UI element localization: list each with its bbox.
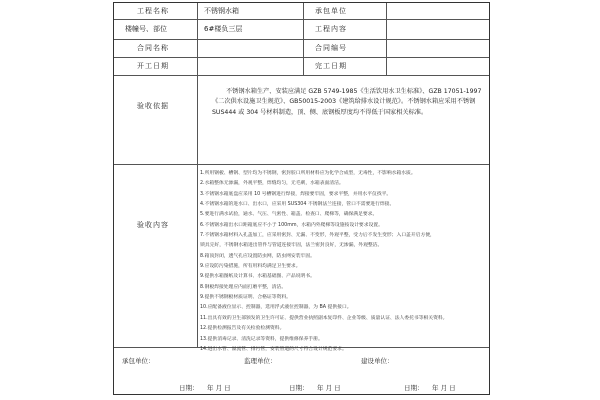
- acceptance-list: [200, 169, 485, 355]
- contractor-label: 承包单位: [315, 7, 347, 15]
- list-item: 9.应设防污染措施，所有用料均满足卫生要求。: [200, 264, 301, 270]
- contract-no-label: 合同编号: [315, 44, 347, 52]
- basis-label: 验收依据: [137, 102, 169, 110]
- list-item: 14.进出水管、溢流管、排污管，安装管道的尺寸符合设计规范要求。: [200, 346, 347, 352]
- building-label: 楼幢号、部位: [125, 25, 167, 33]
- supervisor-signature-label: 监理单位：: [244, 357, 277, 365]
- builder-date-label: 日期：: [404, 384, 424, 392]
- start-date-label: 开工日期: [137, 62, 169, 70]
- row-divider: [114, 75, 489, 76]
- list-item: 锁具完好，不锈钢水箱进出管件与管道连接牢固，法兰密封良好，无渗漏，外观整洁。: [200, 243, 383, 249]
- supervisor-date-label: 日期：: [289, 384, 309, 392]
- list-item: 1.所用钢板、槽钢、型片均为不锈钢，密封胶口所用材料应为化学合成型，无毒性，不影响水箱水质。: [200, 171, 416, 176]
- list-item: 12.提供检测报告及有关检验检测资料。: [200, 326, 285, 332]
- builder-date-ymd: 年 月 日: [432, 384, 456, 392]
- list-item: 11.出具有效的卫生部颁发的卫生许可证、提供营业执照副本复印件、企业等级、质量认证、法人委托书等相关资料。: [200, 315, 448, 321]
- acceptance-form: [113, 2, 490, 395]
- builder-signature-label: 建设单位：: [361, 357, 394, 365]
- list-item: 8.钢板焊接处理应内面打磨平整，清洁。: [200, 284, 287, 290]
- row-divider: [114, 39, 489, 40]
- project-content-label: 工程内容: [315, 25, 347, 33]
- list-item: 9.提供不锈钢板材质证明、合格证等资料。: [200, 295, 291, 301]
- contractor-signature-label: 承包单位：: [122, 357, 155, 365]
- row-divider: [114, 164, 489, 165]
- list-item: 9.提供水箱图纸及计算书、水箱基础图、产品说明书。: [200, 274, 315, 280]
- project-name-label: 工程名称: [137, 7, 169, 15]
- list-item: 8.箱顶封闭，透气孔应设置防虫网，防虫网安装牢固。: [200, 253, 315, 259]
- supervisor-date-ymd: 年 月 日: [317, 384, 341, 392]
- row-divider: [114, 57, 489, 58]
- list-item: 6.不锈钢水箱出水口距箱底应不小于 100mm，水箱内外爬梯等设施按设计要求设置。: [200, 222, 383, 228]
- project-name-value: 不锈钢水箱: [204, 7, 239, 15]
- row-divider: [114, 19, 489, 20]
- contract-name-label: 合同名称: [137, 44, 169, 52]
- contractor-date-ymd: 年 月 日: [207, 384, 231, 392]
- list-item: 10.应配备液位显示、控制器，选用浮式液位控制器，为 BA 提供接口。: [200, 305, 352, 311]
- list-item: 13.提供消毒记录、清洗记录等资料，提供维修保养手册。: [200, 336, 323, 342]
- list-item: 5.要进行满水试验，通水、气压、气密性、箱盖、检查口、爬梯等，确保满足要求。: [200, 212, 378, 218]
- list-item: 7.不锈钢水箱材料入孔盖加工，应采用密封、无漏、不变形，外观平整，受力后不发生变形；入口盖开启方便，: [200, 233, 435, 239]
- contractor-date-label: 日期：: [179, 384, 199, 392]
- acceptance-label: 验收内容: [137, 221, 169, 229]
- col-divider: [197, 3, 198, 347]
- basis-text: 不锈钢水箱生产、安装应满足 GZB 5749-1985《生活饮用水卫生标准》、GZB 17051-1997《二次供水设施卫生规范》、GB50015-2003《建筑给排水设计规范》。不锈钢水箱应采用不锈钢 SUS444 或 304 号材料制造，顶、侧、底钢板厚度均不得低于国家相关标准。: [212, 88, 482, 116]
- list-item: 4.不锈钢水箱的进水口、出水口，应采用 SUS304 不锈钢法兰连接，管口不需要进行焊接。: [200, 202, 395, 208]
- finish-date-label: 完工日期: [315, 62, 347, 70]
- list-item: 2.水箱整体无渗漏，外观平整，焊缝均匀，无毛刺，水箱表面清洁。: [200, 181, 344, 187]
- col-divider: [303, 3, 304, 75]
- col-divider: [386, 3, 387, 75]
- building-value: 6#楼负三层: [204, 25, 243, 33]
- list-item: 3.不锈钢水箱底盘应采用 10 号槽钢进行焊接，焊接要牢固，要求平整，并用水平仪找平。: [200, 191, 392, 197]
